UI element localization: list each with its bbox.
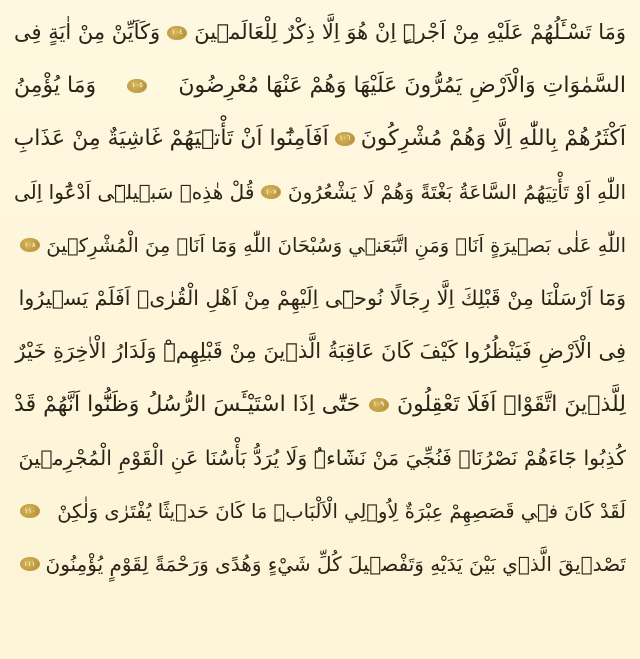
ayah-number: ١١١ [23,559,36,568]
ayah-number: ١٠٦ [339,134,351,143]
verse-text: وَمَا تَسْـَٔلُهُمْ عَلَيْهِ مِنْ اَجْرٍۜ اِنْ هُوَ اِلَّا ذِكْرٌ لِلْعَالَم۪ينَ [194,20,626,45]
verse-line [14,538,626,591]
verse-line [14,166,626,219]
quran-text-block [14,6,626,591]
verse-line [14,432,626,485]
verse-line [14,485,626,538]
verse-text: اللّٰهِ عَلٰى بَص۪يرَةٍ اَنَا۬ وَمَنِ اتَّبَعَن۪ي وَسُبْحَانَ اللّٰهِ وَمَٓا اَنَا۬ مِنَ الْمُشْرِك۪ينَ [46,233,626,257]
verse-text: تَصْد۪يقَ الَّذ۪ي بَيْنَ يَدَيْهِ وَتَفْص۪يلَ كُلِّ شَيْءٍ وَهُدًى وَرَحْمَةً لِقَوْمٍ يُؤْمِنُونَ [45,552,626,577]
verse-line [14,378,626,431]
verse-text: فِى الْاَرْضِ فَيَنْظُرُوا كَيْفَ كَانَ عَاقِبَةُ الَّذ۪ينَ مِنْ قَبْلِهِمْۜ وَلَدَارُ الْاٰخِرَةِ خَيْرٌ [15,339,626,364]
ayah-end-marker-icon [20,557,40,571]
verse-text: قُلْ هٰذِه۪ سَب۪يل۪ٓى اَدْعُٓوا اِلَى [14,180,255,205]
verse-text: وَمَٓا اَرْسَلْنَا مِنْ قَبْلِكَ اِلَّا رِجَالًا نُوح۪ٓى اِلَيْهِمْ مِنْ اَهْلِ الْقُرٰىۜ اَفَلَمْ يَس۪يرُوا [18,286,626,311]
verse-text: كُذِبُوا جَٓاءَهُمْ نَصْرُنَاۙ فَنُجِّيَ مَنْ نَشَٓاءُۜ وَلَا يُرَدُّ بَأْسُنَا عَنِ الْقَوْمِ الْمُجْرِم۪ينَ [18,445,626,470]
verse-text: اَفَاَمِنُٓوا اَنْ تَأْت۪يَهُمْ غَاشِيَةٌ مِنْ عَذَابِ [14,125,329,151]
ayah-number: ١٠٨ [24,240,36,249]
verse-line [14,325,626,378]
ayah-end-marker-icon [167,26,187,40]
ayah-number: ١٠٥ [131,81,143,90]
ayah-end-marker-icon [20,238,40,252]
ayah-end-marker-icon [369,398,389,412]
ayah-number: ١١٠ [24,506,36,515]
verse-text: وَكَاَيِّنْ مِنْ اٰيَةٍ فِى [14,20,161,45]
verse-line [14,219,626,272]
verse-line [14,272,626,325]
ayah-number: ١٠٤ [171,28,183,37]
verse-text: اللّٰهِ اَوْ تَأْتِيَهُمُ السَّاعَةُ بَغْتَةً وَهُمْ لَا يَشْعُرُونَ [287,180,626,205]
verse-text: حَتّٰٓى اِذَا اسْتَيْـَٔسَ الرُّسُلُ وَظَنُّٓوا اَنَّهُمْ قَدْ [14,391,361,417]
verse-text: وَمَا يُؤْمِنُ [14,72,97,98]
verse-line [14,6,626,59]
verse-text: السَّمٰوَاتِ وَالْاَرْضِ يَمُرُّونَ عَلَيْهَا وَهُمْ عَنْهَا مُعْرِضُونَ [178,72,626,98]
verse-text: لِلَّذ۪ينَ اتَّقَوْاۜ اَفَلَا تَعْقِلُونَ [396,391,626,417]
ayah-number: ١٠٧ [265,187,277,196]
ayah-end-marker-icon [20,504,40,518]
verse-line [14,59,626,112]
ayah-number: ١٠٩ [372,400,385,409]
verse-text: لَقَدْ كَانَ ف۪ي قَصَصِهِمْ عِبْرَةٌ لِاُو۬لِي الْاَلْبَابِۜ مَا كَانَ حَد۪يثًا يُفْتَرٰى وَلٰكِنْ [57,499,626,523]
verse-text: اَكْثَرُهُمْ بِاللّٰهِ اِلَّا وَهُمْ مُشْرِكُونَ [360,125,626,151]
ayah-end-marker-icon [261,185,281,199]
ayah-end-marker-icon [127,79,147,93]
ayah-end-marker-icon [335,132,355,146]
verse-line [14,112,626,165]
